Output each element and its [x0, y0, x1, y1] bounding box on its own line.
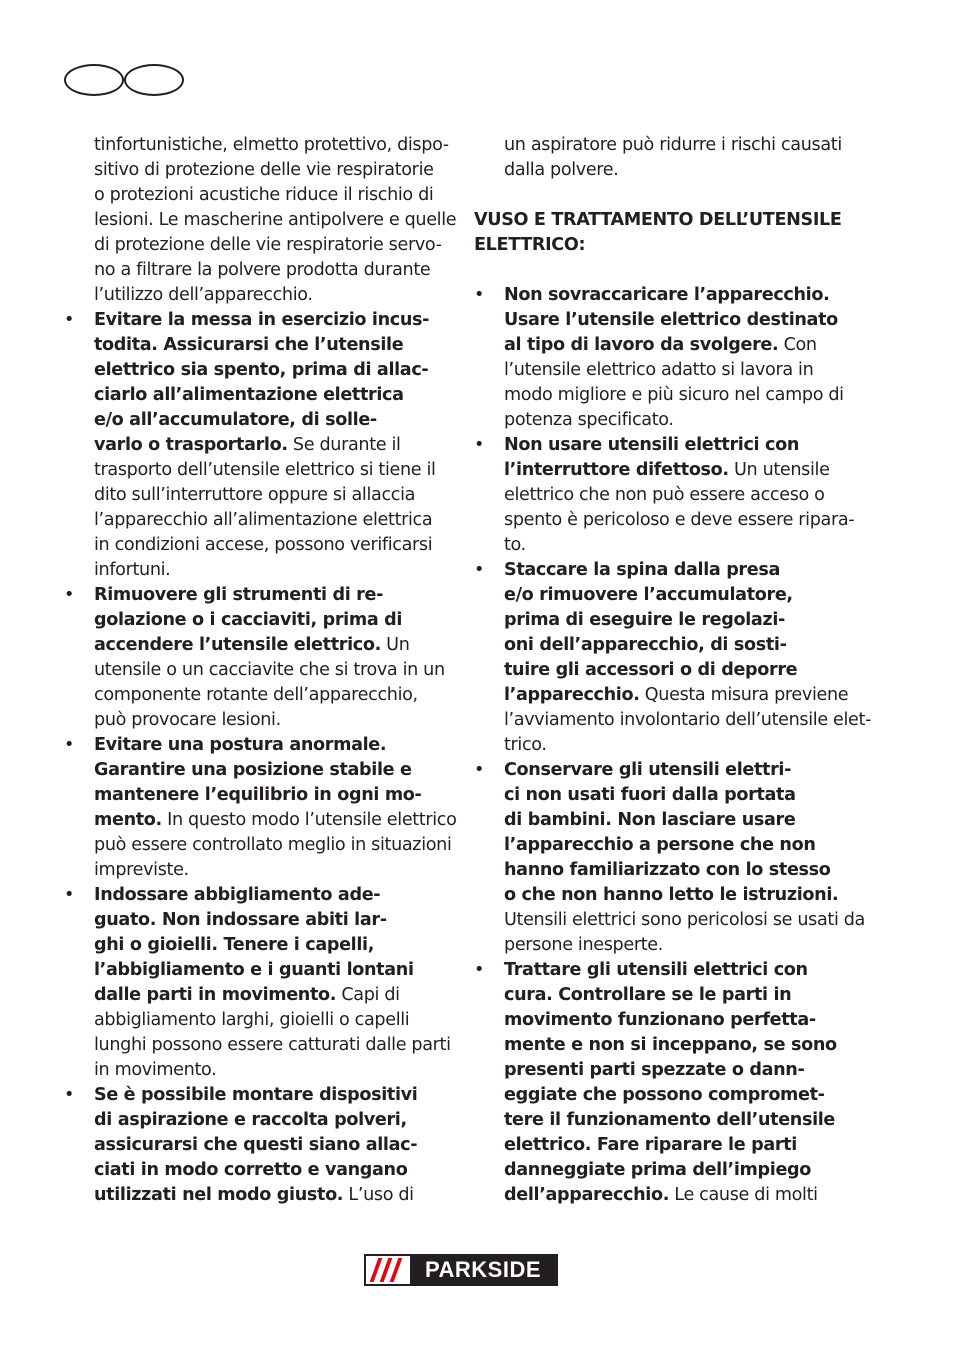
- bullet-dot-icon: •: [474, 960, 485, 980]
- bullet-bold-line: [504, 1108, 860, 1133]
- bullet-dot-icon: •: [474, 435, 485, 455]
- bullet-bold-text: l’apparecchio a persone che non: [504, 835, 816, 855]
- bullet-bold-text: Garantire una posizione stabile e: [94, 760, 412, 780]
- bullet-bold-line: [94, 408, 454, 433]
- bullet-bold-line: [504, 458, 860, 483]
- bullet-tail-text: Un utensile: [728, 460, 830, 480]
- bullet-bold-text: Se è possibile montare dispositivi: [94, 1085, 418, 1105]
- bullet-body-line: può provocare lesioni.: [94, 710, 281, 730]
- bullet-bold-line: [64, 883, 454, 908]
- bullet-bold-text: Conservare gli utensili elettri-: [504, 760, 792, 780]
- bullet-bold-text: dalle parti in movimento.: [94, 985, 337, 1005]
- bullet-bold-text: guato. Non indossare abiti lar-: [94, 910, 387, 930]
- bullet-bold-line: [94, 983, 454, 1008]
- bullet-body-line: può essere controllato meglio in situazioni: [94, 835, 452, 855]
- bullet-bold-line: [474, 758, 860, 783]
- bullet-bold-line: [474, 283, 860, 308]
- bullet-bold-text: l’interruttore difettoso.: [504, 460, 729, 480]
- bullet-bold-line: [94, 908, 454, 933]
- bullet-dot-icon: •: [474, 560, 485, 580]
- bullet-tail-text: Un: [380, 635, 410, 655]
- bullet-bold-text: tere il funzionamento dell’utensile: [504, 1110, 836, 1130]
- bullet-bold-text: e/o rimuovere l’accumulatore,: [504, 585, 793, 605]
- bullet-bold-text: elettrico. Fare riparare le parti: [504, 1135, 797, 1155]
- bullet-bold-text: ciarlo all’alimentazione elettrica: [94, 385, 404, 405]
- bullet-tail-text: L’uso di: [343, 1185, 414, 1205]
- bullet-bold-line: [504, 333, 860, 358]
- bullet-bold-text: e/o all’accumulatore, di solle-: [94, 410, 377, 430]
- bullet-body-line: l’utensile elettrico adatto si lavora in: [504, 360, 814, 380]
- bullet-bold-line: [94, 333, 454, 358]
- bullet-body-line: trasporto dell’utensile elettrico si tiene il: [94, 460, 436, 480]
- bullet-bold-text: Rimuovere gli strumenti di re-: [94, 585, 384, 605]
- bullet-item: [474, 558, 872, 758]
- bullet-bold-text: di aspirazione e raccolta polveri,: [94, 1110, 407, 1130]
- intro-line: l’utilizzo dell’apparecchio.: [94, 285, 313, 305]
- bullet-bold-line: [504, 608, 860, 633]
- bullet-dot-icon: •: [64, 585, 75, 605]
- bullet-bold-text: ghi o gioielli. Tenere i capelli,: [94, 935, 375, 955]
- bullet-bold-line: [94, 808, 457, 833]
- bullet-bold-line: [504, 808, 860, 833]
- bullet-body-line: lunghi possono essere catturati dalle parti: [94, 1035, 451, 1055]
- bullet-bold-text: hanno familiarizzato con lo stesso: [504, 860, 831, 880]
- bullet-item: [64, 583, 454, 733]
- bullet-body-line: Utensili elettrici sono pericolosi se usati da: [504, 910, 865, 930]
- intro-line: o protezioni acustiche riduce il rischio di: [94, 185, 434, 205]
- bullet-dot-icon: •: [64, 735, 75, 755]
- bullet-body-line: in movimento.: [94, 1060, 217, 1080]
- bullet-bold-line: [94, 1108, 454, 1133]
- bullet-bold-text: ciati in modo corretto e vangano: [94, 1160, 408, 1180]
- bullet-bold-line: [64, 583, 454, 608]
- bullet-bold-text: ci non usati fuori dalla portata: [504, 785, 796, 805]
- bullet-bold-line: [94, 1133, 454, 1158]
- bullet-bold-line: [94, 933, 454, 958]
- bullet-item: [64, 308, 454, 583]
- bullet-body-line: elettrico che non può essere acceso o: [504, 485, 825, 505]
- bullet-bold-line: [94, 633, 454, 658]
- intro-line: sitivo di protezione delle vie respiratorie: [94, 160, 434, 180]
- bullet-tail-text: In questo modo l’utensile elettrico: [161, 810, 457, 830]
- bullet-body-line: l’apparecchio all’alimentazione elettrica: [94, 510, 433, 530]
- bullet-bold-text: tuire gli accessori o di deporre: [504, 660, 798, 680]
- right-column: [474, 133, 872, 1208]
- intro-line: tinfortunistiche, elmetto protettivo, dispo-: [94, 135, 449, 155]
- bullet-item: [64, 883, 454, 1083]
- bullet-bold-line: [504, 983, 860, 1008]
- bullet-bold-text: prima di eseguire le regolazi-: [504, 610, 785, 630]
- bullet-bold-text: Non usare utensili elettrici con: [504, 435, 799, 455]
- bullet-body-line: componente rotante dell’apparecchio,: [94, 685, 418, 705]
- bullet-bold-line: [474, 558, 860, 583]
- bullet-tail-text: Con: [778, 335, 817, 355]
- bullet-body-line: spento è pericoloso e deve essere ripara-: [504, 510, 855, 530]
- bullet-bold-line: [504, 1033, 860, 1058]
- bullet-bold-line: [94, 383, 454, 408]
- bullet-tail-text: Capi di: [336, 985, 400, 1005]
- bullet-bold-line: [64, 733, 454, 758]
- bullet-bold-text: varlo o trasportarlo.: [94, 435, 288, 455]
- bullet-bold-line: [504, 833, 860, 858]
- bullet-bold-line: [504, 883, 860, 908]
- bullet-bold-text: Trattare gli utensili elettrici con: [504, 960, 808, 980]
- bullet-item: [474, 758, 865, 958]
- bullet-bold-text: cura. Controllare se le parti in: [504, 985, 792, 1005]
- bullet-body-line: to.: [504, 535, 526, 555]
- bullet-bold-text: Staccare la spina dalla presa: [504, 560, 780, 580]
- left-column: [64, 133, 457, 1208]
- bullet-bold-text: assicurarsi che questi siano allac-: [94, 1135, 418, 1155]
- bullet-bold-line: [504, 308, 860, 333]
- bullet-bold-line: [64, 1083, 454, 1108]
- bullet-bold-text: di bambini. Non lasciare usare: [504, 810, 796, 830]
- bullet-bold-text: Evitare una postura anormale.: [94, 735, 387, 755]
- bullet-bold-text: elettrico sia spento, prima di allac-: [94, 360, 429, 380]
- bullet-bold-text: danneggiate prima dell’impiego: [504, 1160, 812, 1180]
- bullet-dot-icon: •: [474, 760, 485, 780]
- bullet-body-line: modo migliore e più sicuro nel campo di: [504, 385, 844, 405]
- bullet-dot-icon: •: [474, 285, 485, 305]
- bullet-body-line: impreviste.: [94, 860, 189, 880]
- bullet-bold-text: eggiate che possono compromet-: [504, 1085, 825, 1105]
- bullet-bold-line: [504, 1008, 860, 1033]
- logo-brand-text: PARKSIDE: [424, 1257, 542, 1282]
- bullet-bold-line: [94, 433, 454, 458]
- bullet-tail-text: Le cause di molti: [669, 1185, 818, 1205]
- bullet-bold-text: mente e non si inceppano, se sono: [504, 1035, 837, 1055]
- intro-line: lesioni. Le mascherine antipolvere e quelle: [94, 210, 457, 230]
- bullet-bold-line: [94, 1158, 454, 1183]
- bullet-bold-line: [94, 783, 454, 808]
- bullet-item: [474, 283, 860, 433]
- bullet-body-line: trico.: [504, 735, 547, 755]
- logo-slashes-icon: [366, 1256, 410, 1284]
- intro-line: no a filtrare la polvere prodotta durante: [94, 260, 431, 280]
- bullet-bold-text: Indossare abbigliamento ade-: [94, 885, 381, 905]
- bullet-bold-text: mento.: [94, 810, 162, 830]
- bullet-bold-line: [504, 1083, 860, 1108]
- bullet-bold-text: movimento funzionano perfetta-: [504, 1010, 816, 1030]
- bullet-bold-text: golazione o i cacciaviti, prima di: [94, 610, 403, 630]
- language-oval-right: [124, 64, 184, 96]
- bullet-bold-line: [504, 1183, 860, 1208]
- intro-line: dalla polvere.: [504, 160, 619, 180]
- bullet-bold-line: [94, 608, 454, 633]
- bullet-bold-text: mantenere l’equilibrio in ogni mo-: [94, 785, 422, 805]
- language-oval-left: [64, 64, 124, 96]
- bullet-bold-text: l’abbigliamento e i guanti lontani: [94, 960, 414, 980]
- bullet-body-line: abbigliamento larghi, gioielli o capelli: [94, 1010, 410, 1030]
- bullet-bold-text: Evitare la messa in esercizio incus-: [94, 310, 430, 330]
- bullet-bold-line: [504, 633, 860, 658]
- bullet-body-line: potenza specificato.: [504, 410, 674, 430]
- bullet-bold-text: l’apparecchio.: [504, 685, 640, 705]
- bullet-bold-text: o che non hanno letto le istruzioni.: [504, 885, 839, 905]
- bullet-bold-text: Usare l’utensile elettrico destinato: [504, 310, 838, 330]
- section-heading-line: ELETTRICO:: [474, 235, 586, 255]
- bullet-body-line: l’avviamento involontario dell’utensile elet-: [504, 710, 872, 730]
- bullet-dot-icon: •: [64, 885, 75, 905]
- bullet-bold-text: Non sovraccaricare l’apparecchio.: [504, 285, 830, 305]
- bullet-bold-text: utilizzati nel modo giusto.: [94, 1185, 344, 1205]
- bullet-bold-line: [94, 958, 454, 983]
- bullet-dot-icon: •: [64, 310, 75, 330]
- bullet-bold-text: al tipo di lavoro da svolgere.: [504, 335, 779, 355]
- bullet-bold-line: [504, 683, 860, 708]
- bullet-bold-text: oni dell’apparecchio, di sosti-: [504, 635, 787, 655]
- section-heading-line: VUSO E TRATTAMENTO DELL’UTENSILE: [474, 210, 842, 230]
- bullet-item: [64, 733, 457, 883]
- bullet-body-line: dito sull’interruttore oppure si allaccia: [94, 485, 416, 505]
- bullet-item: [64, 1083, 454, 1208]
- bullet-bold-line: [94, 758, 454, 783]
- intro-line: di protezione delle vie respiratorie servo-: [94, 235, 442, 255]
- bullet-tail-text: Questa misura previene: [639, 685, 849, 705]
- section-heading: [474, 208, 842, 258]
- bullet-bold-line: [504, 658, 860, 683]
- bullet-body-line: persone inesperte.: [504, 935, 663, 955]
- bullet-tail-text: Se durante il: [287, 435, 401, 455]
- bullet-bold-line: [94, 1183, 454, 1208]
- bullet-bold-line: [64, 308, 454, 333]
- bullet-bold-line: [504, 1133, 860, 1158]
- parkside-logo: [364, 1254, 558, 1286]
- bullet-item: [474, 958, 860, 1208]
- bullet-bold-text: dell’apparecchio.: [504, 1185, 670, 1205]
- bullet-bold-line: [504, 783, 860, 808]
- bullet-bold-text: presenti parti spezzate o dann-: [504, 1060, 805, 1080]
- bullet-dot-icon: •: [64, 1085, 75, 1105]
- bullet-body-line: in condizioni accese, possono verificarsi: [94, 535, 433, 555]
- bullet-bold-line: [504, 583, 860, 608]
- intro-line: un aspiratore può ridurre i rischi causati: [504, 135, 842, 155]
- bullet-body-line: infortuni.: [94, 560, 171, 580]
- bullet-bold-line: [474, 433, 860, 458]
- bullet-bold-line: [474, 958, 860, 983]
- bullet-bold-line: [504, 1158, 860, 1183]
- bullet-bold-text: todita. Assicurarsi che l’utensile: [94, 335, 404, 355]
- bullet-body-line: utensile o un cacciavite che si trova in un: [94, 660, 445, 680]
- bullet-bold-line: [504, 1058, 860, 1083]
- bullet-bold-text: accendere l’utensile elettrico.: [94, 635, 381, 655]
- bullet-bold-line: [504, 858, 860, 883]
- bullet-item: [474, 433, 860, 558]
- bullet-bold-line: [94, 358, 454, 383]
